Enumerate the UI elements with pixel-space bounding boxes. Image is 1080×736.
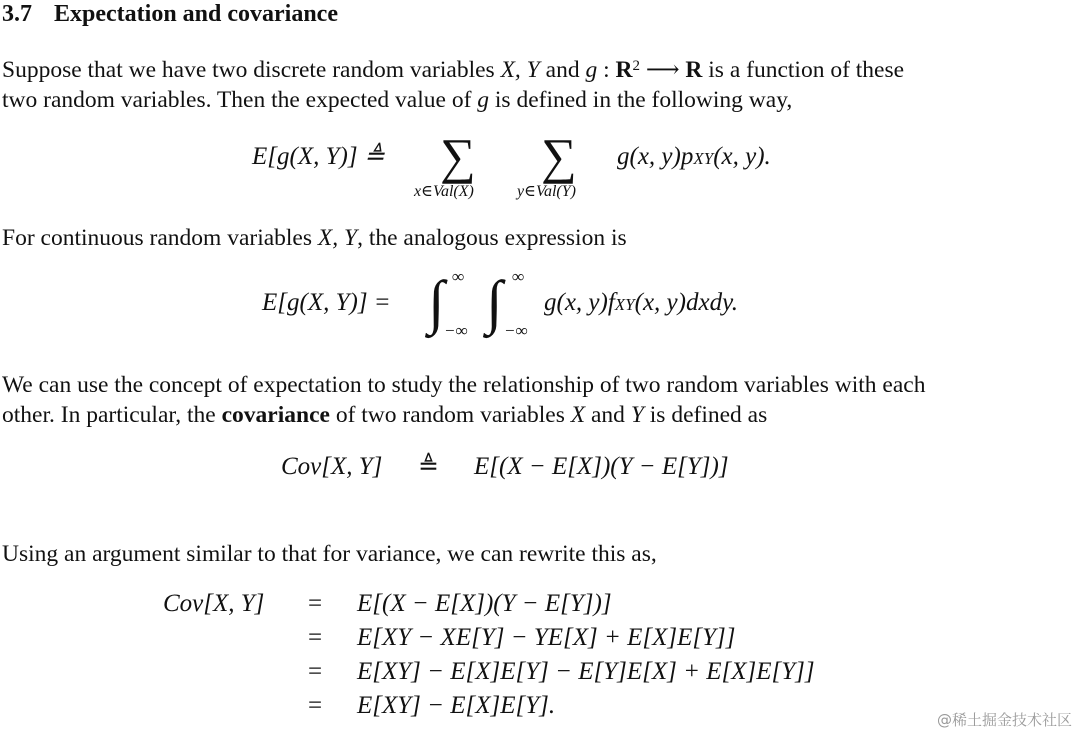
eq3-rhs: E[(X − E[X])(Y − E[Y])]	[474, 453, 729, 480]
integral-2-upper: ∞	[512, 267, 525, 286]
eq2-lhs: E[g(X, Y)] =	[262, 289, 391, 316]
integral-2-lower: −∞	[504, 321, 528, 340]
eq1-rhs: g(x, y)pXY(x, y).	[617, 143, 771, 170]
equation-covariance-derivation	[0, 585, 1080, 735]
paragraph-4: Using an argument similar to that for variance, we can rewrite this as,	[2, 541, 657, 567]
paragraph-3-line-2: other. In particular, the covariance of two random variables X and Y is defined as	[2, 402, 768, 428]
integral-symbol-2: ∫	[486, 269, 503, 335]
paragraph-2: For continuous random variables X, Y, the analogous expression is	[2, 225, 627, 251]
eq4-equals-4: =	[308, 692, 323, 719]
eq4-line-4: E[XY] − E[X]E[Y].	[357, 692, 556, 719]
equation-continuous-expectation	[0, 260, 1080, 345]
equation-discrete-expectation	[0, 120, 1080, 210]
covariance-term: covariance	[221, 402, 330, 428]
eq4-line-2: E[XY − XE[Y] − YE[X] + E[X]E[Y]]	[357, 624, 736, 651]
eq1-sub-y: y∈Val(Y)	[517, 183, 576, 200]
section-title: Expectation and covariance	[54, 1, 338, 27]
paragraph-1-line-2: two random variables. Then the expected value of g is defined in the following way,	[2, 87, 793, 113]
eq4-lhs: Cov[X, Y]	[163, 590, 265, 617]
eq4-line-3: E[XY] − E[X]E[Y] − E[Y]E[X] + E[X]E[Y]]	[357, 658, 815, 685]
eq2-rhs: g(x, y)fXY(x, y)dxdy.	[544, 289, 739, 316]
eq3-relation: ≜	[418, 453, 439, 480]
eq3-lhs: Cov[X, Y]	[281, 453, 383, 480]
equation-covariance-definition	[0, 450, 1080, 490]
eq1-lhs: E[g(X, Y)] ≜	[252, 143, 385, 170]
sum-symbol-1: ∑	[440, 128, 476, 184]
integral-1-upper: ∞	[452, 267, 465, 286]
section-heading	[2, 0, 338, 29]
math-xy: X, Y	[500, 57, 540, 83]
eq4-equals-2: =	[308, 624, 323, 651]
eq4-line-1: E[(X − E[X])(Y − E[Y])]	[357, 590, 612, 617]
integral-symbol-1: ∫	[428, 269, 445, 335]
eq4-equals-3: =	[308, 658, 323, 685]
eq4-equals-1: =	[308, 590, 323, 617]
paragraph-1-line-1: Suppose that we have two discrete random variables X, Y and g : $R^2$ ⟶ R is a function of these	[2, 57, 905, 83]
section-number: 3.7	[2, 1, 32, 27]
eq1-sub-x: x∈Val(X)	[414, 183, 474, 200]
paragraph-3-line-1: We can use the concept of expectation to study the relationship of two random variables with each	[2, 372, 926, 398]
sum-symbol-2: ∑	[541, 128, 577, 184]
watermark: @稀土掘金技术社区	[936, 711, 1072, 729]
integral-1-lower: −∞	[444, 321, 468, 340]
